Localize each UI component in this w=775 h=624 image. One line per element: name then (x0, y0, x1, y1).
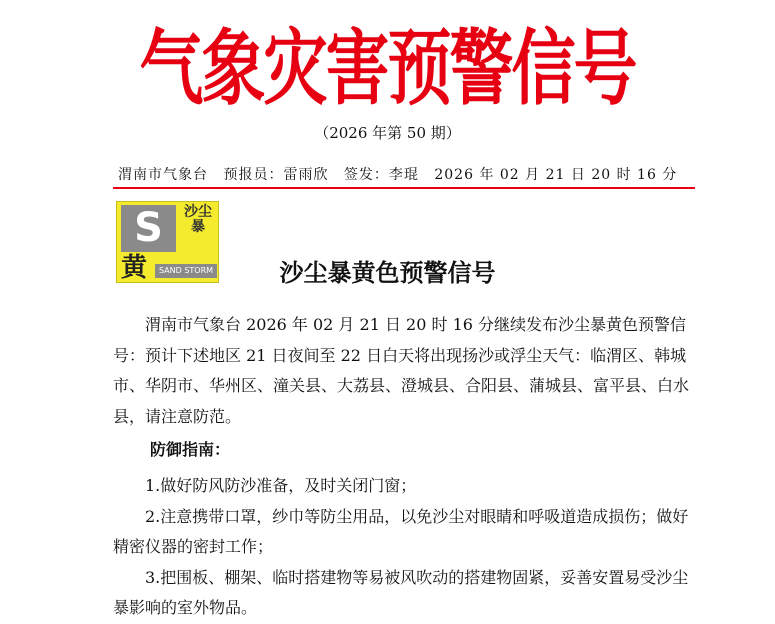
guide-item: 2.注意携带口罩，纱巾等防尘用品，以免沙尘对眼睛和呼吸道造成损伤；做好精密仪器的密封工作； (113, 506, 689, 557)
badge-name-cn: 沙尘暴 (184, 204, 212, 235)
guide-item: 3.把围板、棚架、临时搭建物等易被风吹动的搭建物固紧，妥善安置易受沙尘暴影响的室外物品。 (113, 567, 689, 618)
forecaster-name: 预报员：雷雨欣 (223, 167, 329, 183)
header-divider (113, 187, 695, 189)
badge-level: 黄 (121, 253, 148, 283)
guide-item: 1.做好防风防沙准备，及时关闭门窗； (145, 476, 417, 495)
signer-name: 签发：李琨 (343, 167, 419, 183)
masthead-title: 气象灾害预警信号 (139, 22, 636, 117)
warning-body (113, 310, 698, 432)
badge-letter: S (121, 205, 176, 252)
byline (118, 166, 693, 184)
guide-heading: 防御指南： (150, 440, 231, 459)
badge-name-en: SAND STORM (155, 264, 217, 278)
body-paragraph: 渭南市气象台 2026 年 02 月 21 日 20 时 16 分继续发布沙尘暴黄色预警信号：预计下述地区 21 日夜间至 22 日白天将出现扬沙或浮尘天气：临渭区、韩城市、华阴市、华州区、潼关县、大荔县、澄城县、合阳县、蒲城县、富平县、白水县，请注意防范。 (113, 315, 690, 426)
warning-title: 沙尘暴黄色预警信号 (279, 259, 496, 287)
issue-number: （2026 年第 50 期） (314, 124, 461, 142)
guide-list (113, 471, 698, 624)
agency-name: 渭南市气象台 (118, 167, 208, 183)
issue-datetime: 2026 年 02 月 21 日 20 时 16 分 (434, 167, 678, 183)
